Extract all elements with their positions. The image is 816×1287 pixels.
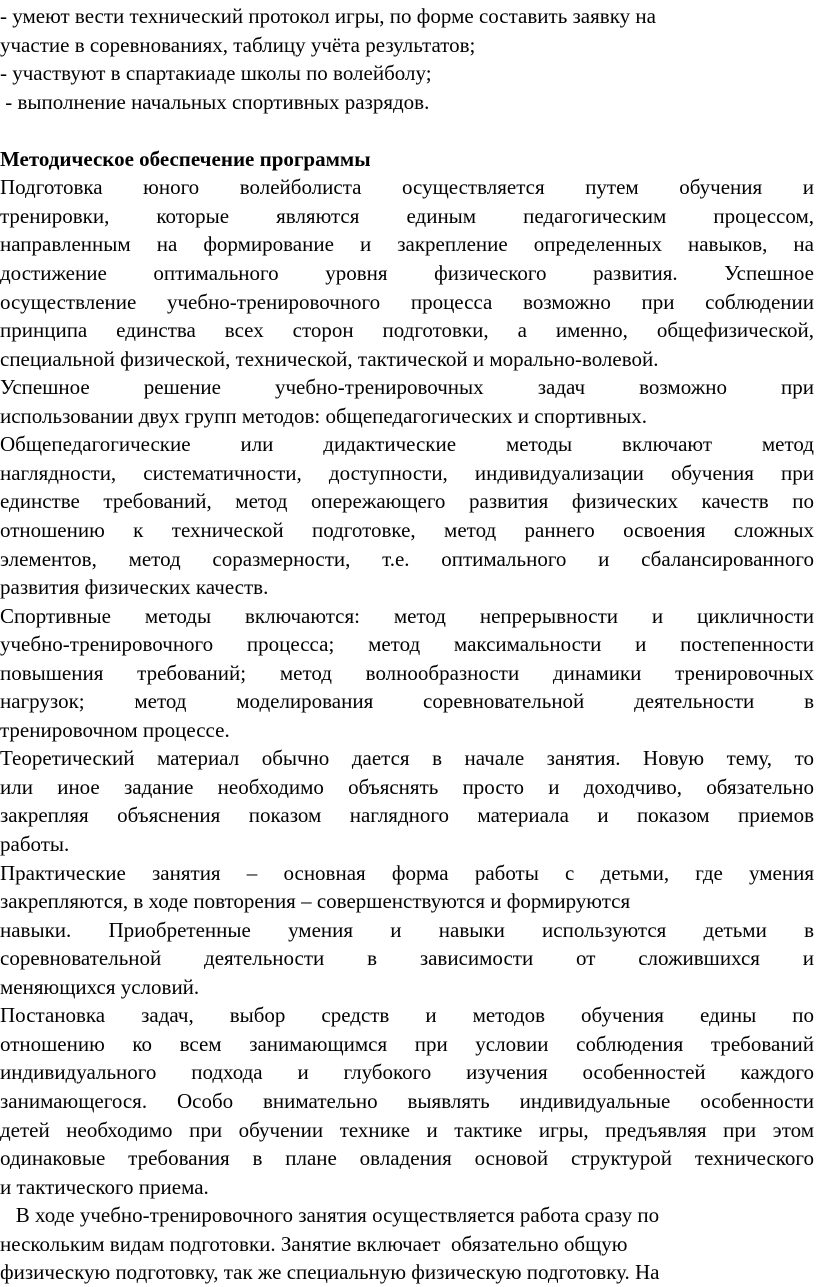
text-line: направленным на формирование и закрепление определенных навыков, на [0,232,814,257]
text-line: осуществление учебно-тренировочного процесса возможно при соблюдении [0,289,814,314]
text-line: элементов, метод соразмерности, т.е. оптимального и сбалансированного [0,546,814,571]
text-line: соревновательной деятельности в зависимости от сложившихся и [0,946,814,971]
text-line: наглядности, систематичности, доступности, индивидуализации обучения при [0,460,814,485]
text-line: повышения требований; метод волнообразности динамики тренировочных [0,660,814,685]
text-line: принципа единства всех сторон подготовки, а именно, общефизической, [0,318,814,343]
text-line: Практические занятия – основная форма работы с детьми, где умения [0,860,814,885]
section-heading: Методическое обеспечение программы [0,146,371,171]
text-line: закрепляются, в ходе повторения – совершенствуются и формируются [0,889,631,914]
text-line: участие в соревнованиях, таблицу учёта результатов; [0,32,476,57]
text-line: закрепляя объяснения показом наглядного материала и показом приемов [0,803,814,828]
text-line: работы. [0,832,70,856]
text-line: нагрузок; метод моделирования соревновательной деятельности в [0,689,814,714]
text-line: нескольким видам подготовки. Занятие включает обязательно общую [0,1231,628,1256]
text-line: отношению к технической подготовке, метод раннего освоения сложных [0,517,814,542]
text-line: Постановка задач, выбор средств и методов обучения едины по [0,1003,814,1028]
text-line: одинаковые требования в плане овладения основой структурой технического [0,1146,814,1170]
text-line: В ходе учебно-тренировочного занятия осуществляется работа сразу по [0,1203,660,1228]
text-line: Успешное решение учебно-тренировочных задач возможно при [0,375,814,400]
text-line: развития физических качеств. [0,575,269,599]
text-line [0,116,814,144]
text-line: - умеют вести технический протокол игры, по форме составить заявку на [0,4,656,28]
text-line: достижение оптимального уровня физического развития. Успешное [0,260,814,285]
text-line: использовании двух групп методов: общепедагогических и спортивных. [0,403,647,428]
text-line: Спортивные методы включаются: метод непрерывности и цикличности [0,603,814,628]
text-line: Подготовка юного волейболиста осуществляется путем обучения и [0,175,814,200]
text-line: отношению ко всем занимающимся при условии соблюдения требований [0,1031,814,1056]
text-line: навыки. Приобретенные умения и навыки используются детьми в [0,917,814,942]
text-line: индивидуального подхода и глубокого изучения особенностей каждого [0,1060,814,1085]
text-line: или иное задание необходимо объяснять просто и доходчиво, обязательно [0,774,814,799]
text-line: и тактического приема. [0,1174,209,1199]
text-line: тренировки, которые являются единым педагогическим процессом, [0,203,814,228]
text-line: физическую подготовку, так же специальную физическую подготовку. На [0,1260,660,1285]
text-line: - выполнение начальных спортивных разрядов. [0,89,430,114]
text-line: единстве требований, метод опережающего развития физических качеств по [0,489,814,514]
text-line: Общепедагогические или дидактические методы включают метод [0,432,814,457]
text-line: Теоретический материал обычно дается в начале занятия. Новую тему, то [0,746,814,771]
text-line: учебно-тренировочного процесса; метод максимальности и постепенности [0,632,814,657]
text-line: специальной физической, технической, тактической и морально-волевой. [0,346,659,371]
text-line: детей необходимо при обучении технике и тактике игры, предъявляя при этом [0,1117,814,1142]
text-line: - участвуют в спартакиаде школы по волейболу; [0,61,432,86]
text-line: занимающегося. Особо внимательно выявлять индивидуальные особенности [0,1088,814,1113]
text-line: меняющихся условий. [0,974,200,999]
text-line: тренировочном процессе. [0,717,230,742]
